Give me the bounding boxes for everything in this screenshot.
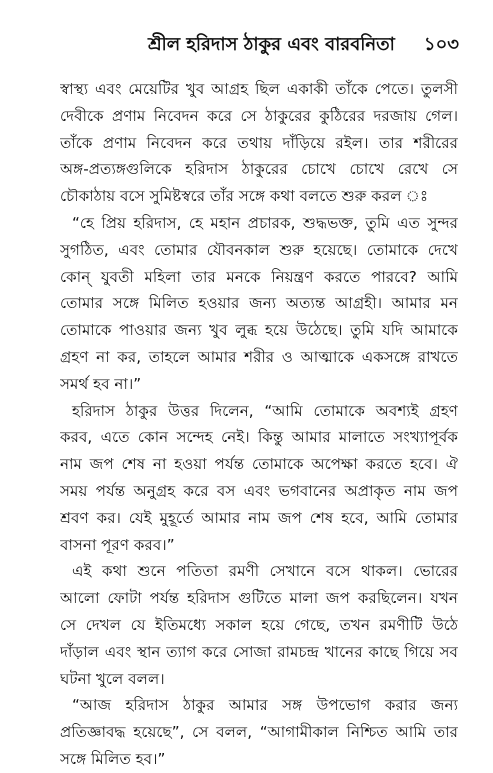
text-line: প্রতিজ্ঞাবদ্ধ হয়েছে”, সে বলল, “আগামীকাল নিশ্চিত আমি তার bbox=[60, 723, 458, 742]
running-title: শ্রীল হরিদাস ঠাকুর এবং বারবনিতা bbox=[148, 34, 395, 55]
page-number: ১০৩ bbox=[423, 34, 459, 55]
text-line: ঘটনা খুলে বলল। bbox=[60, 669, 165, 688]
body-text bbox=[60, 76, 458, 773]
text-line: তোমার সঙ্গে মিলিত হওয়ার জন্য অত্যন্ত আগ্রহী। আমার মন bbox=[60, 294, 458, 313]
text-line: আলো ফোটা পর্যন্ত হরিদাস গুটিতে মালা জপ করছিলেন। যখন bbox=[60, 589, 458, 608]
text-line: অঙ্গ-প্রত্যঙ্গগুলিকে হরিদাস ঠাকুরের চোখে চোখে রেখে সে bbox=[60, 160, 458, 179]
text-line: সময় পর্যন্ত অনুগ্রহ করে বস এবং ভগবানের অপ্রাকৃত নাম জপ bbox=[60, 481, 458, 500]
text-line: এই কথা শুনে পতিতা রমণী সেখানে বসে থাকল। ভোরের bbox=[72, 562, 458, 581]
text-line: করব, এতে কোন সন্দেহ নেই। কিন্তু আমার মালাতে সংখ্যাপূর্বক bbox=[60, 428, 458, 447]
text-line: তোমাকে পাওয়ার জন্য খুব লুব্ধ হয়ে উঠেছে। তুমি যদি আমাকে bbox=[60, 321, 458, 340]
text-line: “হে প্রিয় হরিদাস, হে মহান প্রচারক, শুদ্ধভক্ত, তুমি এত সুন্দর bbox=[72, 213, 458, 232]
text-line: সঙ্গে মিলিত হব।” bbox=[60, 749, 166, 768]
text-line: সে দেখল যে ইতিমধ্যে সকাল হয়ে গেছে, তখন রমণীটি উঠে bbox=[60, 615, 458, 634]
text-line: গ্রহণ না কর, তাহলে আমার শরীর ও আত্মাকে একসঙ্গে রাখতে bbox=[60, 347, 458, 366]
text-line: কোন্ যুবতী মহিলা তার মনকে নিয়ন্ত্রণ করতে পারবে? আমি bbox=[60, 267, 458, 286]
text-line: হরিদাস ঠাকুর উত্তর দিলেন, “আমি তোমাকে অবশ্যই গ্রহণ bbox=[72, 401, 458, 420]
text-line: শ্রবণ কর। যেই মুহূর্তে আমার নাম জপ শেষ হবে, আমি তোমার bbox=[60, 508, 458, 527]
text-line: স্বাস্থ্য এবং মেয়েটির খুব আগ্রহ ছিল একাকী তাঁকে পেতে। তুলসী bbox=[60, 80, 458, 98]
text-line: দেবীকে প্রণাম নিবেদন করে সে ঠাকুরের কুঠিরের দরজায় গেল। bbox=[60, 106, 458, 125]
text-line: সুগঠিত, এবং তোমার যৌবনকাল শুরু হয়েছে। তোমাকে দেখে bbox=[60, 240, 458, 259]
page-header bbox=[30, 30, 465, 58]
text-line: চৌকাঠায় বসে সুমিষ্টস্বরে তাঁর সঙ্গে কথা বলতে শুরু করল ঃ bbox=[60, 187, 429, 206]
text-line: “আজ হরিদাস ঠাকুর আমার সঙ্গ উপভোগ করার জন্য bbox=[72, 696, 458, 715]
text-line: নাম জপ শেষ না হওয়া পর্যন্ত তোমাকে অপেক্ষা করতে হবে। ঐ bbox=[60, 455, 458, 474]
text-line: বাসনা পূরণ করব।” bbox=[60, 535, 175, 554]
text-line: তাঁকে প্রণাম নিবেদন করে তথায় দাঁড়িয়ে রইল। তার শরীরের bbox=[60, 133, 458, 152]
text-line: দাঁড়াল এবং স্থান ত্যাগ করে সোজা রামচন্দ্র খানের কাছে গিয়ে সব bbox=[60, 642, 458, 661]
text-line: সমর্থ হব না।” bbox=[60, 374, 142, 393]
